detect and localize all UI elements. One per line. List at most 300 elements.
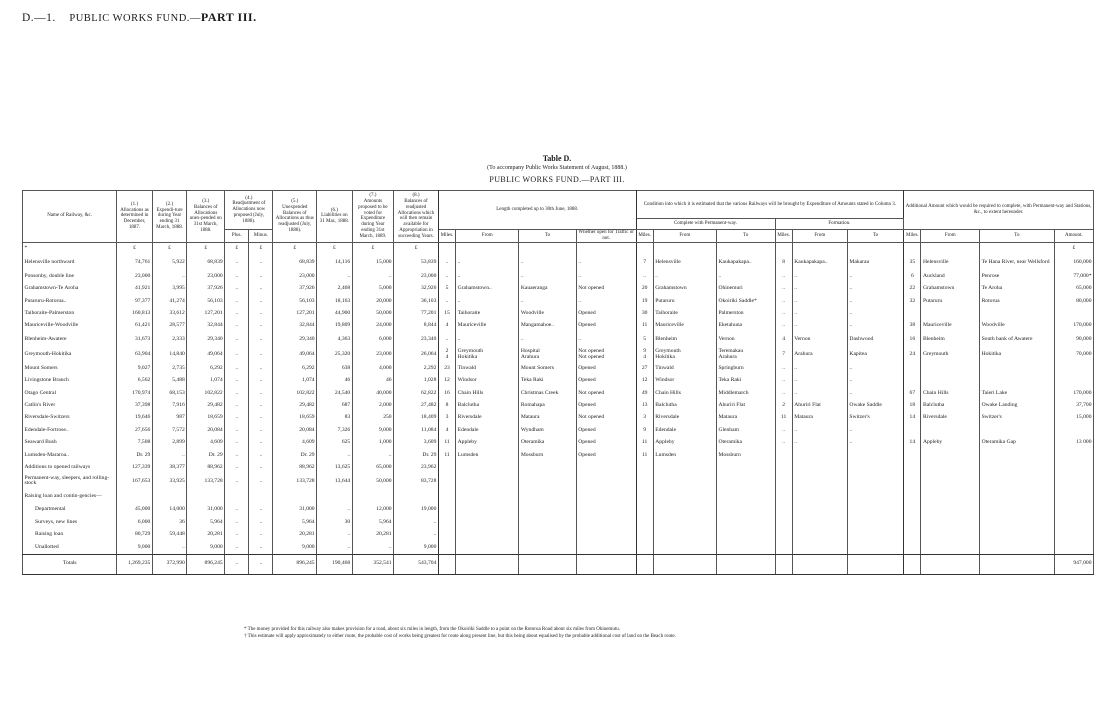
length-miles-cell: 4 [438, 320, 455, 332]
formation-to-cell: .. [847, 437, 903, 449]
col8-header [394, 191, 439, 243]
plus-cell: .. [225, 375, 249, 387]
alloc-cell: 37,398 [117, 400, 153, 412]
minus-cell: .. [249, 320, 273, 332]
length-to-cell: Oteramika [519, 437, 576, 449]
alloc-cell: 1,269,235 [117, 554, 153, 574]
alloc-cell: 97,377 [117, 295, 153, 307]
formation-to-cell [847, 474, 903, 489]
additional-miles-cell [904, 529, 921, 541]
additional-amount-cell: 77,000* [1054, 271, 1093, 283]
table-row [23, 320, 1094, 332]
expend-cell: 2,735 [152, 362, 186, 374]
proposed-cell: 5,000 [352, 283, 393, 295]
additional-amount-cell: 947,000 [1054, 554, 1093, 574]
additional-from-cell: Chain Hills [921, 387, 980, 399]
complete-miles-cell [636, 504, 653, 516]
complete-to-cell: Ahuriri Flat [716, 400, 775, 412]
formation-from-cell: .. [792, 375, 847, 387]
formation-miles-cell [775, 504, 792, 516]
plus-cell: .. [225, 256, 249, 271]
open-status-cell [576, 529, 636, 541]
additional-miles-cell [904, 462, 921, 474]
additional-from-cell [921, 554, 980, 574]
length-to-cell: .. [519, 256, 576, 271]
balance-cell: 37,926 [187, 283, 225, 295]
contingencies-heading: Raising loan and contin-gencies— [23, 489, 117, 504]
minus-cell: .. [249, 332, 273, 347]
col1-number: (1.) [130, 201, 139, 207]
alloc-cell: 6,000 [117, 516, 153, 528]
table-row [23, 437, 1094, 449]
formation-from-cell: .. [792, 424, 847, 436]
proposed-cell: 46 [352, 375, 393, 387]
formation-to-header: To [847, 230, 903, 243]
alloc-cell: 127,339 [117, 462, 153, 474]
empty-cell [456, 489, 519, 504]
additional-miles-cell: 24 [904, 347, 921, 362]
formation-miles-cell: .. [775, 375, 792, 387]
minus-cell: .. [249, 554, 273, 574]
additional-from-cell: Putaruru [921, 295, 980, 307]
remaining-cell: Dr. 29 [394, 449, 439, 461]
table-body [23, 242, 1094, 574]
additional-from-cell: Balclutha [921, 400, 980, 412]
unexpended-cell: 49,064 [273, 347, 317, 362]
formation-to-cell [847, 516, 903, 528]
additional-miles-cell: 22 [904, 283, 921, 295]
unit-cell: £ [249, 242, 273, 256]
empty-cell [980, 489, 1055, 504]
formation-to-cell: .. [847, 308, 903, 320]
additional-amount-cell: 65,000 [1054, 283, 1093, 295]
remaining-cell: 36,103 [394, 295, 439, 307]
length-from-cell [456, 529, 519, 541]
minus-cell: .. [249, 449, 273, 461]
minus-cell: .. [249, 412, 273, 424]
expend-cell: 5,922 [152, 256, 186, 271]
open-status-cell: Not opened [576, 283, 636, 295]
formation-miles-cell [775, 541, 792, 554]
formation-miles-cell: .. [775, 387, 792, 399]
proposed-cell: 4,000 [352, 362, 393, 374]
length-miles-header: Miles. [438, 230, 455, 243]
name-cell: Otago Central [23, 387, 117, 399]
liabilities-cell: 83 [317, 412, 353, 424]
expend-cell: 2,333 [152, 332, 186, 347]
name-cell: Surveys, new lines [23, 516, 117, 528]
formation-miles-cell: 7 [775, 347, 792, 362]
unexpended-cell: 20,281 [273, 529, 317, 541]
remaining-cell: 32,926 [394, 283, 439, 295]
length-from-cell: Windsor [456, 375, 519, 387]
formation-miles-cell: .. [775, 362, 792, 374]
complete-to-cell: Okoiriki Saddle* [716, 295, 775, 307]
additional-amount-cell: 80,000 [1054, 295, 1093, 307]
complete-subheader: Complete with Permanent-way. [636, 219, 775, 230]
table-heading: PUBLIC WORKS FUND.—PART III. [489, 175, 625, 184]
balance-cell: 56,103 [187, 295, 225, 307]
minus-cell: .. [249, 504, 273, 516]
length-miles-cell [438, 504, 455, 516]
plus-cell: .. [225, 554, 249, 574]
unexpended-cell: 29,482 [273, 400, 317, 412]
length-to-cell: Teka Raki [519, 375, 576, 387]
length-from-cell: Taihoraite [456, 308, 519, 320]
name-cell: Grahamstown-Te Aroha [23, 283, 117, 295]
proposed-cell: .. [352, 271, 393, 283]
formation-miles-cell: 4 [775, 332, 792, 347]
alloc-cell: 63,904 [117, 347, 153, 362]
expend-cell: 7,916 [152, 400, 186, 412]
formation-to-cell: .. [847, 283, 903, 295]
additional-miles-cell: 67 [904, 387, 921, 399]
minus-cell: .. [249, 256, 273, 271]
balance-cell: 9,000 [187, 541, 225, 554]
liabilities-cell: 687 [317, 400, 353, 412]
plus-cell: .. [225, 516, 249, 528]
complete-miles-cell: 30 [636, 308, 653, 320]
complete-from-cell: Tinwald [653, 362, 716, 374]
liabilities-cell: 18,163 [317, 295, 353, 307]
empty-cell [117, 489, 153, 504]
plus-cell: .. [225, 332, 249, 347]
open-status-cell [576, 474, 636, 489]
empty-cell [792, 489, 847, 504]
additional-to-cell [980, 375, 1055, 387]
length-from-cell [456, 462, 519, 474]
length-to-cell: Kauaeranga [519, 283, 576, 295]
length-miles-cell: 12 [438, 375, 455, 387]
plus-cell: .. [225, 449, 249, 461]
alloc-cell: 41,921 [117, 283, 153, 295]
formation-from-cell: .. [792, 271, 847, 283]
minus-cell: .. [249, 516, 273, 528]
expend-cell: 38,377 [152, 462, 186, 474]
length-to-header: To [519, 230, 576, 243]
expend-cell: 28,577 [152, 320, 186, 332]
complete-from-cell [653, 529, 716, 541]
complete-from-cell: Taihoraite [653, 308, 716, 320]
liabilities-cell: .. [317, 271, 353, 283]
railway-table [22, 190, 1094, 575]
additional-to-header: To [980, 230, 1055, 243]
length-from-header: From [456, 230, 519, 243]
length-miles-cell [438, 462, 455, 474]
open-for-traffic-header: Whether open for Traffic or not. [576, 230, 636, 243]
formation-from-header: From [792, 230, 847, 243]
length-miles-cell: 5 [438, 283, 455, 295]
additional-miles-cell [904, 362, 921, 374]
proposed-cell: .. [352, 449, 393, 461]
formation-miles-cell [775, 474, 792, 489]
formation-from-cell: .. [792, 320, 847, 332]
page-header [22, 10, 257, 25]
col8-label: Balances of readjusted Allocations which will then remain available for Appropriation in succeeding Years. [397, 199, 435, 239]
minus-cell: .. [249, 529, 273, 541]
complete-to-cell [716, 462, 775, 474]
additional-amount-cell: 70,000 [1054, 347, 1093, 362]
alloc-cell: 45,000 [117, 504, 153, 516]
table-row [23, 362, 1094, 374]
complete-to-cell: Oteramika [716, 437, 775, 449]
empty-cell [847, 489, 903, 504]
formation-to-cell: Owake Saddle [847, 400, 903, 412]
length-to-cell: Mount Somers [519, 362, 576, 374]
complete-miles-cell: 12 [636, 375, 653, 387]
name-cell: Permanent-way, sleepers, and rolling-stock [23, 474, 117, 489]
unit-cell: £ [117, 242, 153, 256]
unexpended-cell: 68,839 [273, 256, 317, 271]
complete-miles-cell: 9 4 [636, 347, 653, 362]
remaining-cell: 18,409 [394, 412, 439, 424]
length-to-cell [519, 504, 576, 516]
table-row [23, 554, 1094, 574]
formation-subheader: Formation. [775, 219, 904, 230]
complete-from-cell: Chain Hills [653, 387, 716, 399]
formation-to-cell: .. [847, 387, 903, 399]
length-group-header: Length completed up to 30th June, 1888. [438, 191, 636, 230]
proposed-cell: 12,000 [352, 504, 393, 516]
length-from-cell: Edendale [456, 424, 519, 436]
formation-to-cell: .. [847, 362, 903, 374]
complete-from-cell: Riversdale [653, 412, 716, 424]
unit-cell: £ [1054, 242, 1093, 256]
remaining-cell: 9,000 [394, 541, 439, 554]
open-status-cell [576, 462, 636, 474]
length-miles-cell [438, 554, 455, 574]
empty-cell [775, 489, 792, 504]
complete-from-cell [653, 541, 716, 554]
proposed-cell: 2,000 [352, 400, 393, 412]
proposed-cell: 20,000 [352, 295, 393, 307]
unit-cell: £ [394, 242, 439, 256]
remaining-cell: 11,084 [394, 424, 439, 436]
complete-miles-cell: 11 [636, 449, 653, 461]
complete-miles-cell: 3 [636, 412, 653, 424]
proposed-cell: 65,000 [352, 462, 393, 474]
unexpended-cell: 88,962 [273, 462, 317, 474]
liabilities-cell: 4,363 [317, 332, 353, 347]
balance-cell: 29,482 [187, 400, 225, 412]
name-cell: Additions to opened railways [23, 462, 117, 474]
additional-from-cell: Greymouth [921, 347, 980, 362]
plus-cell: .. [225, 541, 249, 554]
expend-cell: 33,612 [152, 308, 186, 320]
empty-cell [394, 489, 439, 504]
complete-miles-cell: 49 [636, 387, 653, 399]
formation-to-cell [847, 449, 903, 461]
complete-from-cell: Lumsden [653, 449, 716, 461]
length-to-cell: Hospital Arahura [519, 347, 576, 362]
additional-from-cell [921, 362, 980, 374]
liabilities-cell: 24,540 [317, 387, 353, 399]
complete-from-cell: Blenheim [653, 332, 716, 347]
name-cell: Taihoraite-Palmerston [23, 308, 117, 320]
liabilities-cell: 638 [317, 362, 353, 374]
additional-amount-header: Amount. [1054, 230, 1093, 243]
proposed-cell: 23,000 [352, 347, 393, 362]
plus-cell: .. [225, 529, 249, 541]
footnotes [244, 626, 676, 640]
formation-from-cell: Mataura [792, 412, 847, 424]
formation-miles-cell: .. [775, 271, 792, 283]
liabilities-cell: 2,468 [317, 283, 353, 295]
table-row [23, 400, 1094, 412]
additional-miles-cell [904, 308, 921, 320]
empty-cell [225, 489, 249, 504]
plus-cell: .. [225, 504, 249, 516]
liabilities-cell: 7,326 [317, 424, 353, 436]
formation-to-cell: .. [847, 424, 903, 436]
complete-from-cell: Grahamstown [653, 283, 716, 295]
plus-header: Plus. [225, 230, 249, 243]
liabilities-cell: 13,644 [317, 474, 353, 489]
length-from-cell: Greymouth Hokitika [456, 347, 519, 362]
table-row [23, 295, 1094, 307]
additional-miles-cell [904, 516, 921, 528]
open-status-cell: .. [576, 271, 636, 283]
name-cell: Helensville northward [23, 256, 117, 271]
expend-cell: 59,448 [152, 529, 186, 541]
plus-cell: .. [225, 424, 249, 436]
complete-to-cell: Palmerston [716, 308, 775, 320]
expend-cell: .. [152, 271, 186, 283]
remaining-cell: 3,609 [394, 437, 439, 449]
complete-to-cell: Eketahuna [716, 320, 775, 332]
unexpended-cell: 23,000 [273, 271, 317, 283]
formation-miles-cell: .. [775, 283, 792, 295]
table-row [23, 449, 1094, 461]
balance-cell: 31,000 [187, 504, 225, 516]
minus-cell: .. [249, 387, 273, 399]
empty-cell [273, 489, 317, 504]
length-to-cell [519, 474, 576, 489]
document-code: D.—1. [22, 12, 56, 24]
complete-miles-cell: 20 [636, 283, 653, 295]
length-from-cell: Lumsden [456, 449, 519, 461]
unexpended-cell: 6,292 [273, 362, 317, 374]
complete-from-cell: Greymouth Hokitika [653, 347, 716, 362]
col6-label: Liabilities on 31 Mar., 1888. [319, 213, 350, 225]
open-status-cell: .. [576, 332, 636, 347]
complete-miles-cell: 7 [636, 256, 653, 271]
additional-from-cell [921, 424, 980, 436]
alloc-cell: 170,974 [117, 387, 153, 399]
length-miles-cell: .. [438, 256, 455, 271]
length-miles-cell [438, 474, 455, 489]
complete-to-cell [716, 554, 775, 574]
liabilities-cell: 46 [317, 375, 353, 387]
unexpended-cell: 37,926 [273, 283, 317, 295]
proposed-cell: 250 [352, 412, 393, 424]
formation-from-cell [792, 541, 847, 554]
col1-header [117, 191, 153, 243]
alloc-cell: 6,562 [117, 375, 153, 387]
complete-miles-cell: 5 [636, 332, 653, 347]
formation-to-cell [847, 504, 903, 516]
balance-cell: 896,245 [187, 554, 225, 574]
table-row [23, 271, 1094, 283]
formation-miles-cell: 2 [775, 400, 792, 412]
additional-amount-cell: 37,700 [1054, 400, 1093, 412]
additional-to-cell: Owake Landing [980, 400, 1055, 412]
complete-from-cell [653, 554, 716, 574]
complete-to-cell: Middlemarch [716, 387, 775, 399]
length-to-cell: .. [519, 271, 576, 283]
open-status-cell [576, 504, 636, 516]
additional-to-cell [980, 541, 1055, 554]
liabilities-cell: .. [317, 504, 353, 516]
complete-to-cell: .. [716, 271, 775, 283]
proposed-cell: 352,541 [352, 554, 393, 574]
proposed-cell: 40,000 [352, 387, 393, 399]
name-cell: Raising loan [23, 529, 117, 541]
open-status-cell: Opened [576, 375, 636, 387]
length-to-cell: Romahapa [519, 400, 576, 412]
additional-to-cell [980, 504, 1055, 516]
formation-from-cell: .. [792, 387, 847, 399]
proposed-cell: 5,964 [352, 516, 393, 528]
formation-to-cell: Kapitea [847, 347, 903, 362]
formation-miles-cell [775, 554, 792, 574]
additional-from-cell [921, 474, 980, 489]
expend-cell: 14,840 [152, 347, 186, 362]
additional-amount-cell [1054, 504, 1093, 516]
formation-from-cell [792, 449, 847, 461]
liabilities-cell: 30 [317, 516, 353, 528]
length-miles-cell: 8 [438, 400, 455, 412]
alloc-cell: Dr. 29 [117, 449, 153, 461]
formation-from-cell [792, 529, 847, 541]
formation-to-cell [847, 462, 903, 474]
additional-to-cell [980, 308, 1055, 320]
length-to-cell [519, 462, 576, 474]
empty-cell [576, 489, 636, 504]
additional-to-cell [980, 362, 1055, 374]
complete-to-cell: Kaukapakapa.. [716, 256, 775, 271]
col2-header [152, 191, 186, 243]
name-cell: Mauriceville-Woodville [23, 320, 117, 332]
name-cell: Putaruru-Rotorua.. [23, 295, 117, 307]
liabilities-cell: 13,625 [317, 462, 353, 474]
additional-from-header: From [921, 230, 980, 243]
length-to-cell: Mangamahoe.. [519, 320, 576, 332]
open-status-cell: Opened [576, 449, 636, 461]
empty-cell [1054, 489, 1093, 504]
complete-miles-cell: 27 [636, 362, 653, 374]
additional-amount-cell [1054, 449, 1093, 461]
empty-cell [438, 489, 455, 504]
empty-cell [716, 489, 775, 504]
complete-from-cell [653, 474, 716, 489]
empty-cell [249, 489, 273, 504]
length-from-cell: Tinwald [456, 362, 519, 374]
balance-cell: 20,084 [187, 424, 225, 436]
open-status-cell [576, 541, 636, 554]
additional-amount-cell [1054, 375, 1093, 387]
unit-cell: £ [352, 242, 393, 256]
alloc-cell: 23,000 [117, 271, 153, 283]
complete-miles-header: Miles. [636, 230, 653, 243]
table-row [23, 504, 1094, 516]
complete-from-cell: Balclutha [653, 400, 716, 412]
formation-from-cell [792, 554, 847, 574]
remaining-cell: 2,292 [394, 362, 439, 374]
additional-miles-cell [904, 541, 921, 554]
unexpended-cell: Dr. 29 [273, 449, 317, 461]
additional-to-cell: Te Hana River, near Wellsford [980, 256, 1055, 271]
